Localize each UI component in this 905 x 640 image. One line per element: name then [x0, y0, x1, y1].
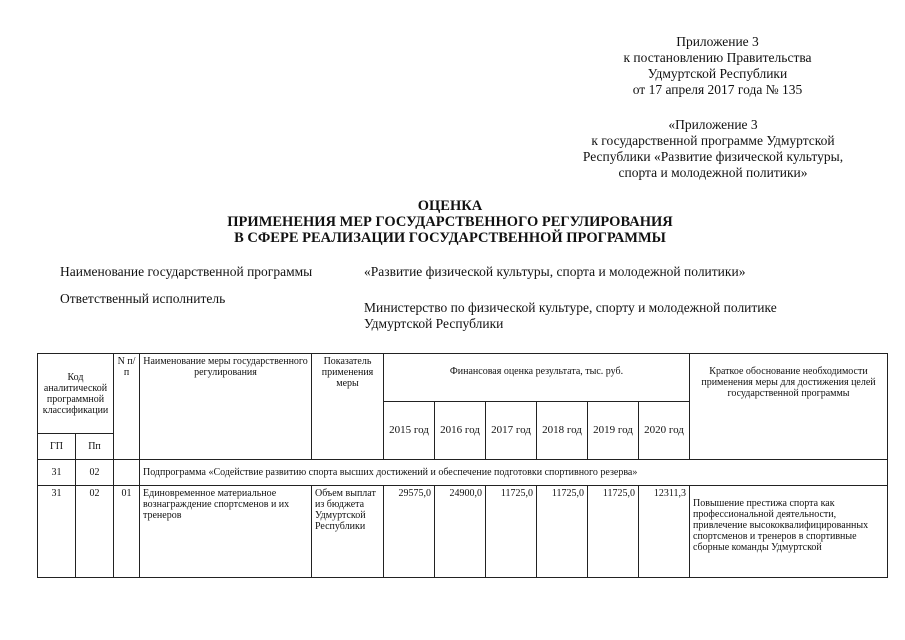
- cell-pp: 02: [76, 486, 114, 578]
- header-year: 2018 год: [537, 402, 588, 460]
- cell-value: 12311,3: [639, 486, 690, 578]
- cell-value: 29575,0: [384, 486, 435, 578]
- header-measure-name: Наименование меры государственного регулирования: [140, 354, 312, 460]
- header-gp: ГП: [38, 434, 76, 460]
- appendix-line: к государственной программе Удмуртской: [591, 133, 835, 148]
- nested-appendix-block: [548, 117, 878, 181]
- cell-measure: Единовременное материальное вознаграждение спортсменов и их тренеров: [140, 486, 312, 578]
- header-pp: Пп: [76, 434, 114, 460]
- title-line: ПРИМЕНЕНИЯ МЕР ГОСУДАРСТВЕННОГО РЕГУЛИРОВАНИЯ: [227, 214, 673, 230]
- header-indicator: Показатель применения меры: [312, 354, 384, 460]
- subprogram-title: Подпрограмма «Содействие развитию спорта высших достижений и обеспечение подготовки спортивного резерва»: [140, 460, 888, 486]
- appendix-line: к постановлению Правительства: [623, 50, 812, 65]
- header-justification: Краткое обоснование необходимости применения меры для достижения целей государственной программы: [690, 354, 888, 460]
- header-year: 2016 год: [435, 402, 486, 460]
- cell-value: 11725,0: [588, 486, 639, 578]
- document-title: [190, 198, 710, 246]
- cell-value: 24900,0: [435, 486, 486, 578]
- cell-num: 01: [114, 486, 140, 578]
- cell-gp: 31: [38, 486, 76, 578]
- table-row: [38, 486, 888, 578]
- header-year: 2019 год: [588, 402, 639, 460]
- measures-table: [37, 353, 888, 578]
- executor-value: Министерство по физической культуре, спорту и молодежной политике Удмуртской Республики: [364, 300, 777, 331]
- subprogram-num: [114, 460, 140, 486]
- subprogram-row: [38, 460, 888, 486]
- header-year: 2020 год: [639, 402, 690, 460]
- header-financial: Финансовая оценка результата, тыс. руб.: [384, 354, 690, 402]
- table-header-row: [38, 354, 888, 402]
- cell-value: 11725,0: [537, 486, 588, 578]
- program-value: «Развитие физической культуры, спорта и молодежной политики»: [364, 264, 746, 279]
- title-line: ОЦЕНКА: [417, 198, 483, 214]
- cell-indicator: Объем выплат из бюджета Удмуртской Республики: [312, 486, 384, 578]
- appendix-line: Приложение 3: [676, 34, 759, 49]
- subprogram-gp: 31: [38, 460, 76, 486]
- title-line: В СФЕРЕ РЕАЛИЗАЦИИ ГОСУДАРСТВЕННОЙ ПРОГРАММЫ: [234, 230, 666, 246]
- subprogram-pp: 02: [76, 460, 114, 486]
- appendix-block: [590, 34, 845, 98]
- appendix-line: от 17 апреля 2017 года № 135: [632, 82, 803, 97]
- appendix-line: Удмуртской Республики: [647, 66, 788, 81]
- cell-value: 11725,0: [486, 486, 537, 578]
- cell-justification: Повышение престижа спорта как профессиональной деятельности, привлечение высококвалифицированных спортсменов и тренеров в спортивные сборные команды Удмуртской: [690, 486, 888, 578]
- appendix-line: Республики «Развитие физической культуры,: [582, 149, 844, 164]
- appendix-line: «Приложение 3: [668, 117, 758, 132]
- program-label: Наименование государственной программы: [60, 264, 313, 279]
- header-code: Код аналитической программной классификации: [38, 354, 114, 434]
- executor-label: Ответственный исполнитель: [60, 291, 226, 306]
- header-year: 2017 год: [486, 402, 537, 460]
- header-num: N п/п: [114, 354, 140, 460]
- header-year: 2015 год: [384, 402, 435, 460]
- appendix-line: спорта и молодежной политики»: [618, 165, 808, 180]
